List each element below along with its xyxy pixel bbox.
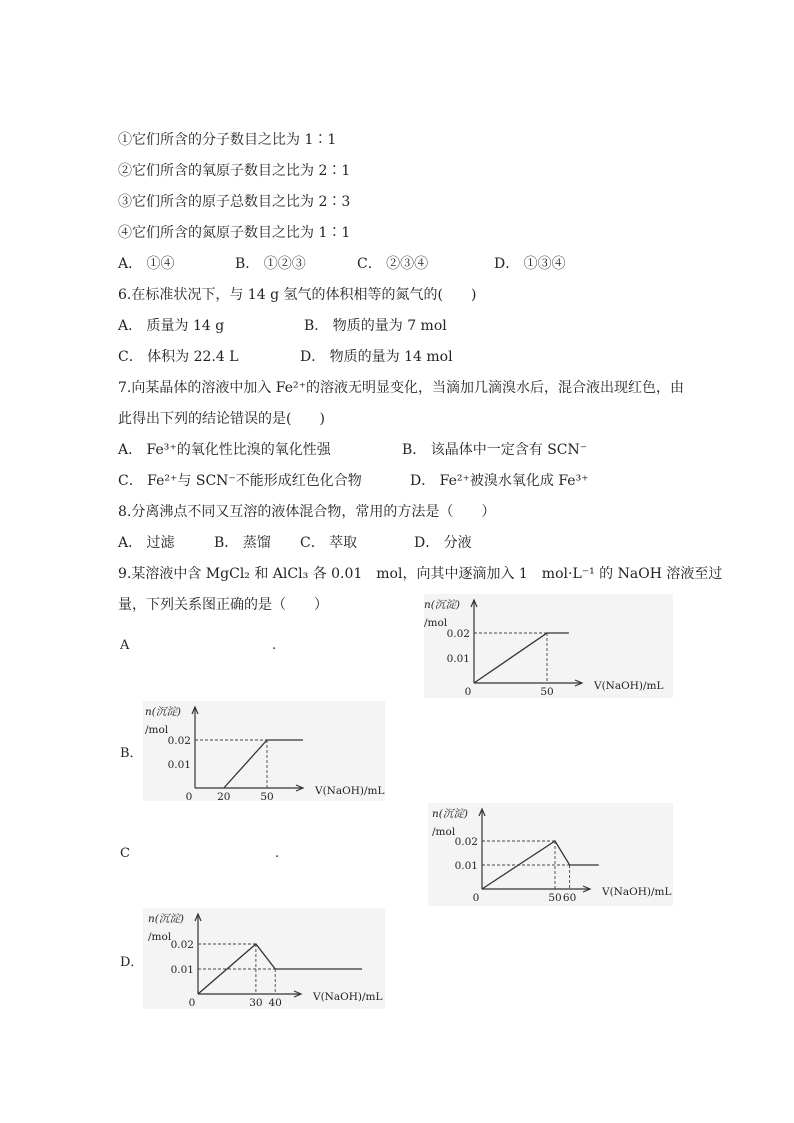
q7-option-b: B． 该晶体中一定含有 SCN⁻ (402, 442, 588, 458)
statement-4: ④它们所含的氮原子数目之比为 1∶1 (118, 225, 351, 241)
q6-option-a: A． 质量为 14 g (118, 318, 225, 334)
graph-a-svg (424, 594, 673, 698)
q8-option-a: A． 过滤 (118, 535, 175, 551)
q9-label-a-dot: . (272, 638, 277, 653)
q6-option-c: C． 体积为 22.4 L (118, 349, 239, 365)
q8-option-d: D． 分液 (414, 535, 472, 551)
y-tick-label: 0.01 (446, 653, 470, 665)
q5-option-c: C． ②③④ (357, 256, 429, 272)
y-axis-label: n(沉淀) (148, 913, 184, 925)
y-tick-label: 0.01 (167, 759, 191, 771)
y-axis-unit: /mol (148, 931, 172, 943)
q7-option-a: A． Fe³⁺的氧化性比溴的氧化性强 (118, 442, 331, 458)
y-tick-label: 0.02 (454, 836, 478, 848)
q9-label-c: C (120, 846, 130, 861)
graph-b-svg (143, 701, 385, 801)
q9-label-a: A (120, 638, 130, 653)
series-line (224, 740, 303, 788)
y-tick-label: 0.02 (167, 735, 191, 747)
x-axis-label: V(NaOH)/mL (602, 886, 672, 898)
x-tick-label: 50 (540, 686, 554, 698)
q7-stem-line1: 7.向某晶体的溶液中加入 Fe²⁺的溶液无明显变化，当滴加几滴溴水后，混合液出现红色，由 (118, 380, 685, 396)
series-line (198, 944, 362, 994)
y-tick-label: 0.01 (170, 964, 194, 976)
graph-d (143, 908, 385, 1009)
x-axis-label: V(NaOH)/mL (315, 785, 385, 797)
q9-label-d: D． (120, 955, 144, 970)
q9-label-b: B． (120, 746, 143, 761)
origin-label: 0 (472, 892, 480, 904)
graph-c (428, 803, 673, 906)
x-tick-label: 40 (268, 997, 282, 1009)
q5-option-d: D． ①③④ (494, 256, 566, 272)
q5-option-b: B． ①②③ (235, 256, 306, 272)
y-axis-unit: /mol (432, 826, 456, 838)
x-tick-label: 60 (562, 892, 577, 904)
origin-label: 0 (464, 686, 472, 698)
statement-2: ②它们所含的氧原子数目之比为 2∶1 (118, 163, 351, 179)
y-axis-label: n(沉淀) (145, 706, 181, 718)
q7-option-c: C． Fe²⁺与 SCN⁻不能形成红色化合物 (118, 473, 362, 489)
origin-label: 0 (185, 791, 193, 801)
statement-3: ③它们所含的原子总数目之比为 2∶3 (118, 194, 351, 210)
y-tick-label: 0.01 (454, 860, 478, 872)
origin-label: 0 (188, 997, 196, 1009)
q8-option-c: C． 萃取 (300, 535, 358, 551)
y-axis-unit: /mol (145, 724, 169, 736)
y-axis-label: n(沉淀) (424, 599, 460, 611)
y-axis-label: n(沉淀) (432, 808, 468, 820)
q8-stem: 8.分离沸点不同又互溶的液体混合物，常用的方法是（ ） (118, 504, 496, 520)
q6-option-b: B． 物质的量为 7 mol (304, 318, 447, 334)
y-axis-unit: /mol (424, 617, 448, 629)
y-tick-label: 0.02 (446, 628, 470, 640)
x-tick-label: 50 (260, 791, 274, 801)
y-tick-label: 0.02 (170, 939, 194, 951)
graph-d-svg (143, 908, 385, 1009)
q9-stem-line2: 量，下列关系图正确的是（ ） (118, 597, 328, 613)
q7-stem-line2: 此得出下列的结论错误的是( ) (118, 411, 325, 427)
graph-a (424, 594, 673, 698)
graph-b (143, 701, 385, 801)
q7-option-d: D． Fe²⁺被溴水氧化成 Fe³⁺ (410, 473, 589, 489)
q9-stem-line1: 9.某溶液中含 MgCl₂ 和 AlCl₃ 各 0.01 mol，向其中逐滴加入 1 mol·L⁻¹ 的 NaOH 溶液至过 (118, 566, 723, 582)
x-axis-label: V(NaOH)/mL (594, 680, 664, 692)
q5-option-a: A． ①④ (118, 256, 175, 272)
series-line (474, 633, 569, 683)
x-axis-label: V(NaOH)/mL (313, 991, 383, 1003)
q6-stem: 6.在标准状况下，与 14 g 氢气的体积相等的氮气的( ) (118, 287, 477, 303)
q8-option-b: B． 蒸馏 (214, 535, 271, 551)
graph-c-svg (428, 803, 673, 906)
q6-option-d: D． 物质的量为 14 mol (300, 349, 453, 365)
x-tick-label: 30 (249, 997, 263, 1009)
q9-label-c-dot: . (275, 846, 280, 861)
x-tick-label: 50 (548, 892, 562, 904)
statement-1: ①它们所含的分子数目之比为 1∶1 (118, 132, 337, 148)
x-tick-label: 20 (217, 791, 231, 801)
